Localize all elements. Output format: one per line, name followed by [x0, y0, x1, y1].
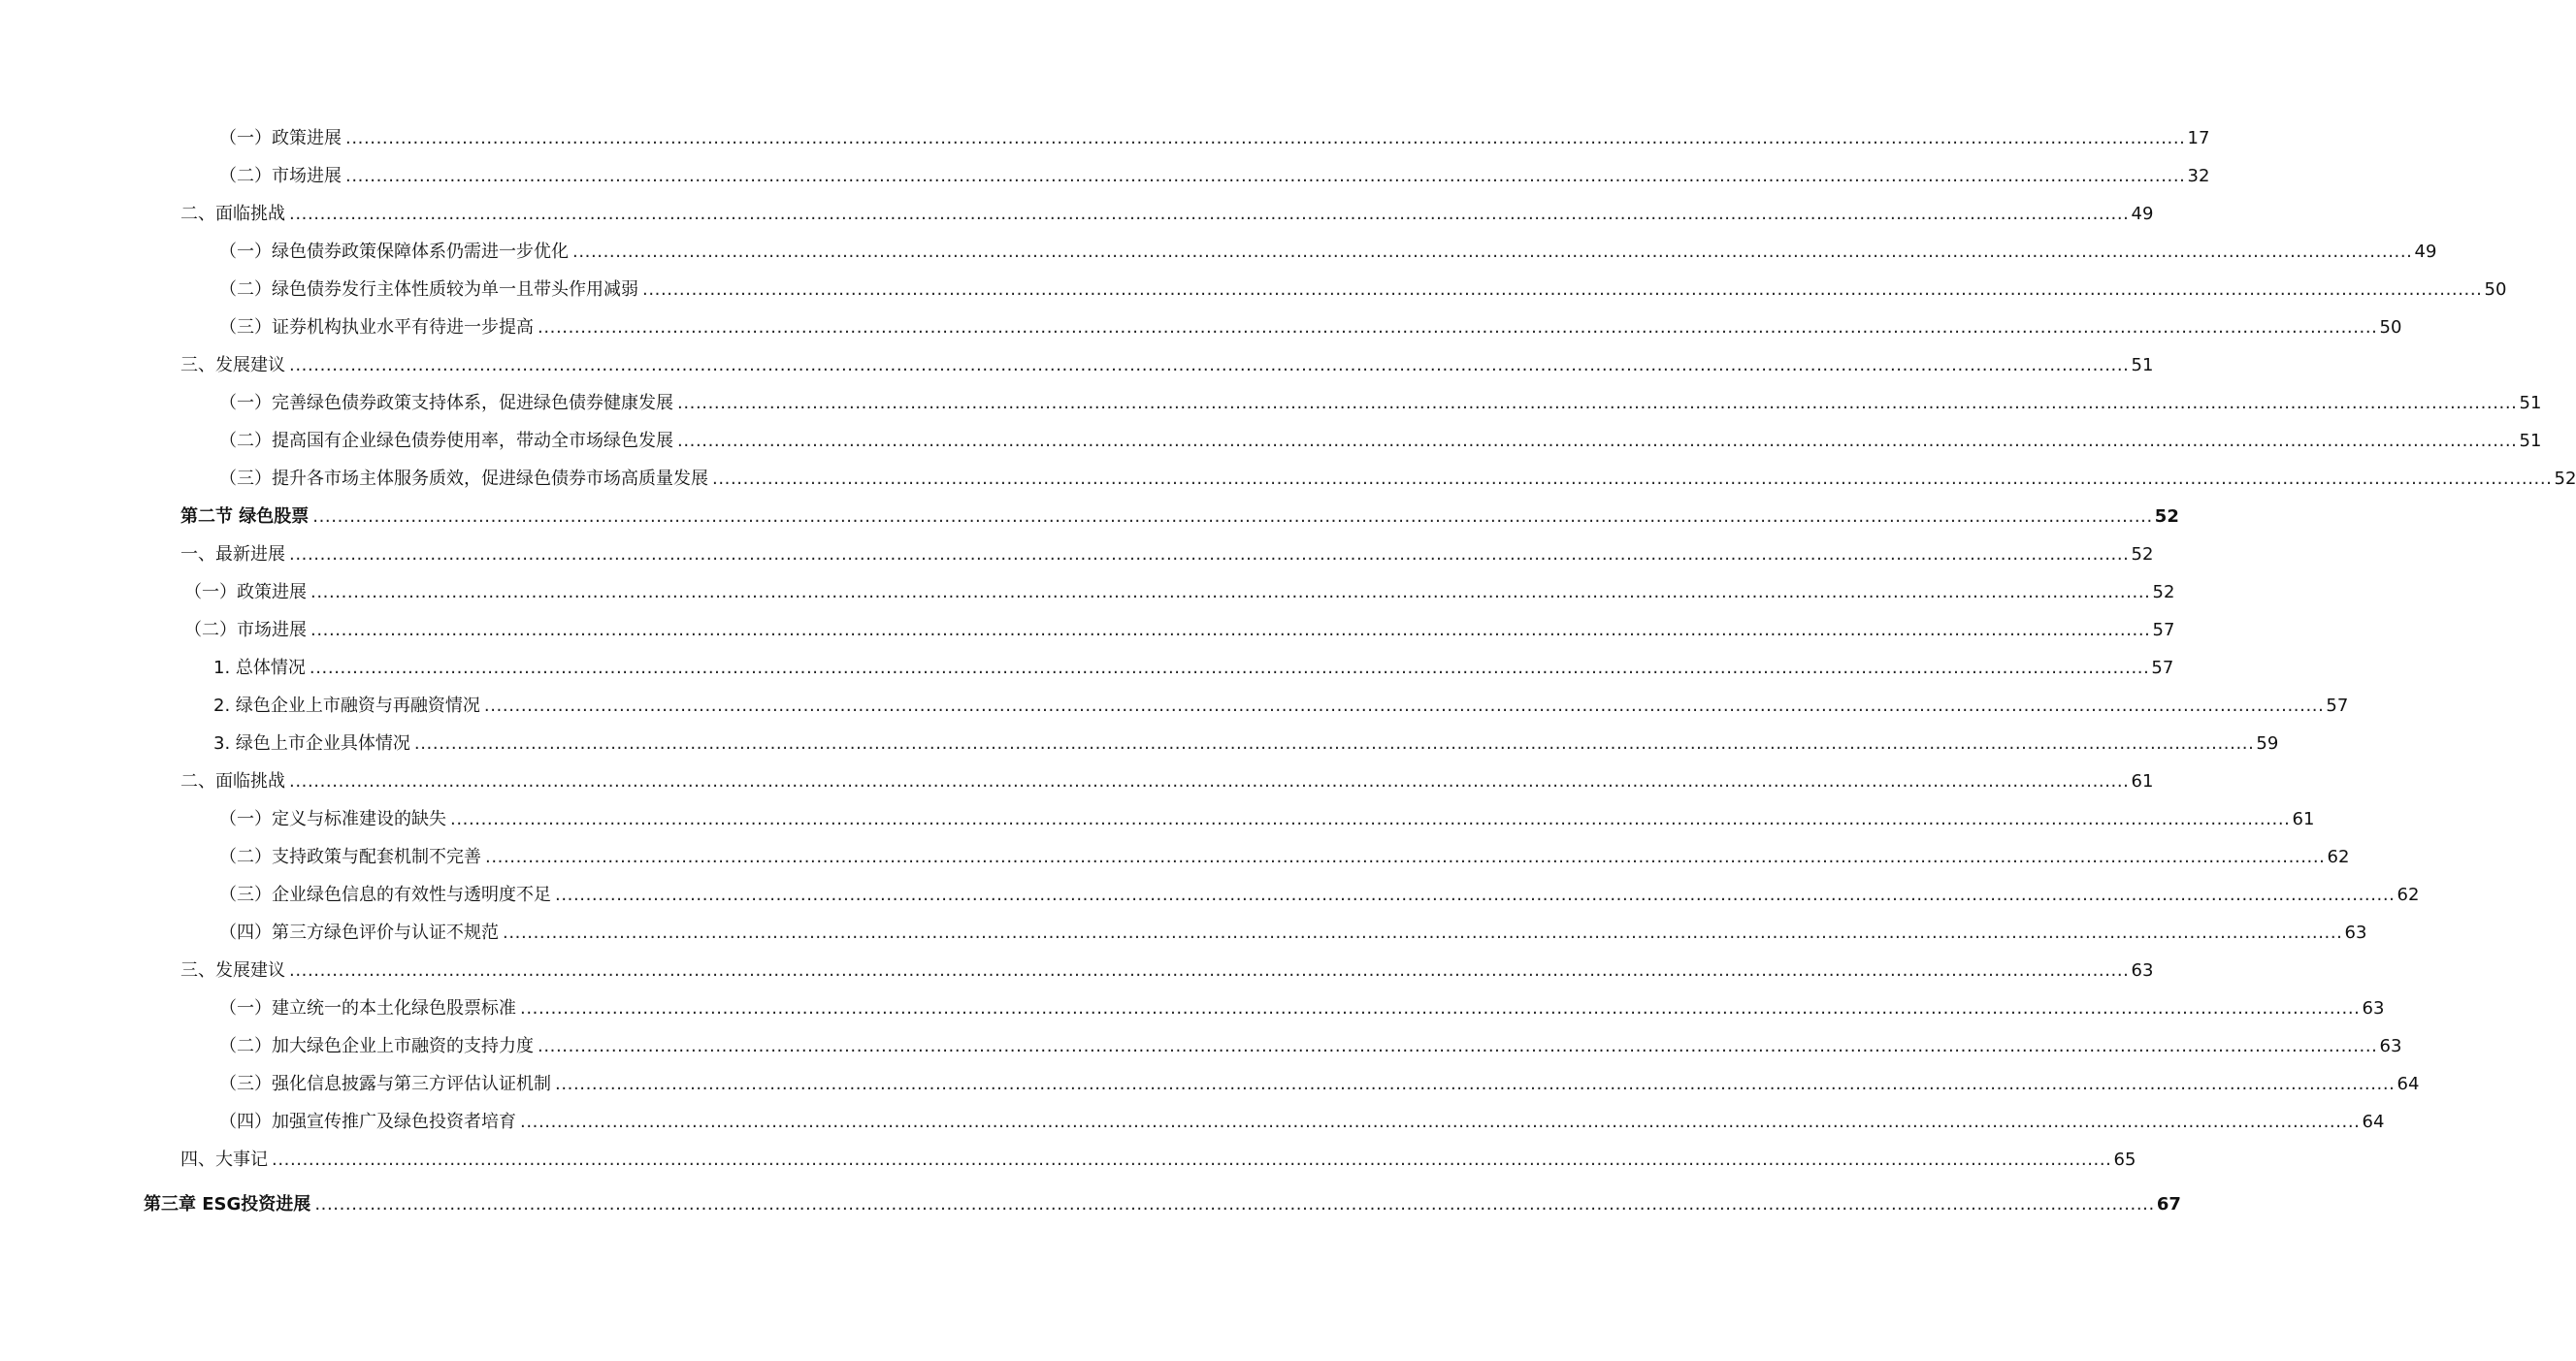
dot-leader: ............................................................................................................................................................................................................................................................................................................: [310, 620, 2151, 640]
toc-entry-page-number: 32: [2187, 166, 2210, 186]
toc-entry[interactable]: [184, 574, 2175, 603]
toc-entry-title: 一、最新进展: [180, 544, 285, 565]
dot-leader: ............................................................................................................................................................................................................................................................................................................: [289, 355, 2130, 375]
toc-entry-page-number: 51: [2519, 393, 2542, 413]
toc-entry[interactable]: [213, 688, 2349, 717]
toc-entry-page-number: 49: [2414, 242, 2437, 262]
toc-entry-page-number: 49: [2131, 204, 2154, 224]
toc-entry-title: （一）定义与标准建设的缺失: [219, 809, 446, 829]
toc-entry[interactable]: [180, 196, 2154, 225]
toc-entry-page-number: 52: [2131, 544, 2154, 565]
dot-leader: ............................................................................................................................................................................................................................................................................................................: [289, 544, 2130, 565]
toc-entry-title: （四）第三方绿色评价与认证不规范: [219, 923, 499, 943]
dot-leader: ............................................................................................................................................................................................................................................................................................................: [572, 242, 2413, 262]
toc-entry[interactable]: [219, 158, 2210, 187]
toc-section-entry[interactable]: [180, 499, 2179, 528]
dot-leader: ............................................................................................................................................................................................................................................................................................................: [289, 960, 2130, 981]
dot-leader: ............................................................................................................................................................................................................................................................................................................: [345, 128, 2186, 148]
dot-leader: ............................................................................................................................................................................................................................................................................................................: [712, 469, 2553, 489]
toc-entry-page-number: 62: [2327, 847, 2350, 867]
toc-entry-page-number: 63: [2344, 923, 2367, 943]
toc-entry-page-number: 61: [2292, 809, 2315, 829]
dot-leader: ............................................................................................................................................................................................................................................................................................................: [555, 885, 2396, 905]
dot-leader: ............................................................................................................................................................................................................................................................................................................: [520, 998, 2361, 1019]
toc-entry[interactable]: [219, 461, 2576, 490]
dot-leader: ............................................................................................................................................................................................................................................................................................................: [677, 393, 2518, 413]
toc-entry-page-number: 64: [2397, 1074, 2420, 1094]
toc-entry-title: 3. 绿色上市企业具体情况: [213, 733, 410, 754]
dot-leader: ............................................................................................................................................................................................................................................................................................................: [642, 279, 2483, 300]
toc-entry-title: 1. 总体情况: [213, 658, 306, 678]
toc-entry-title: （一）完善绿色债券政策支持体系，促进绿色债券健康发展: [219, 393, 673, 413]
dot-leader: ............................................................................................................................................................................................................................................................................................................: [312, 506, 2153, 527]
dot-leader: ............................................................................................................................................................................................................................................................................................................: [413, 733, 2255, 754]
toc-entry-page-number: 51: [2131, 355, 2154, 375]
toc-entry-page-number: 51: [2519, 431, 2542, 451]
toc-entry-title: （一）政策进展: [184, 582, 307, 602]
dot-leader: ............................................................................................................................................................................................................................................................................................................: [272, 1150, 2112, 1170]
toc-entry-title: （二）绿色债券发行主体性质较为单一且带头作用减弱: [219, 279, 638, 300]
toc-entry-title: （二）市场进展: [219, 166, 342, 186]
dot-leader: ............................................................................................................................................................................................................................................................................................................: [503, 923, 2343, 943]
toc-entry-page-number: 64: [2362, 1112, 2385, 1132]
toc-entry-page-number: 67: [2156, 1194, 2181, 1215]
toc-chapter-entry[interactable]: [144, 1186, 2181, 1215]
toc-entry[interactable]: [213, 726, 2279, 755]
toc-entry-title: 二、面临挑战: [180, 204, 285, 224]
dot-leader: ............................................................................................................................................................................................................................................................................................................: [309, 658, 2150, 678]
toc-entry[interactable]: [219, 272, 2507, 301]
toc-entry-page-number: 62: [2397, 885, 2420, 905]
toc-entry-page-number: 17: [2187, 128, 2210, 148]
dot-leader: ............................................................................................................................................................................................................................................................................................................: [314, 1194, 2155, 1215]
toc-entry-page-number: 50: [2379, 317, 2402, 338]
toc-entry[interactable]: [219, 915, 2367, 944]
toc-entry[interactable]: [219, 1066, 2420, 1095]
dot-leader: ............................................................................................................................................................................................................................................................................................................: [538, 317, 2378, 338]
toc-entry-page-number: 61: [2131, 771, 2154, 792]
toc-entry-page-number: 63: [2131, 960, 2154, 981]
toc-entry-title: 三、发展建议: [180, 355, 285, 375]
toc-entry[interactable]: [219, 120, 2210, 149]
toc-entry-page-number: 63: [2362, 998, 2385, 1019]
toc-entry[interactable]: [184, 612, 2175, 641]
toc-entry[interactable]: [213, 650, 2174, 679]
toc-entry-title: （二）提高国有企业绿色债券使用率，带动全市场绿色发展: [219, 431, 673, 451]
toc-entry[interactable]: [219, 309, 2402, 339]
toc-entry[interactable]: [219, 385, 2542, 414]
toc-entry[interactable]: [219, 877, 2420, 906]
toc-entry-title: （四）加强宣传推广及绿色投资者培育: [219, 1112, 516, 1132]
toc-entry[interactable]: [219, 234, 2437, 263]
dot-leader: ............................................................................................................................................................................................................................................................................................................: [538, 1036, 2378, 1056]
dot-leader: ............................................................................................................................................................................................................................................................................................................: [485, 847, 2326, 867]
toc-entry-page-number: 63: [2379, 1036, 2402, 1056]
toc-entry[interactable]: [180, 763, 2154, 793]
dot-leader: ............................................................................................................................................................................................................................................................................................................: [450, 809, 2291, 829]
toc-entry-page-number: 50: [2484, 279, 2507, 300]
toc-entry[interactable]: [219, 1104, 2385, 1133]
toc-entry-title: （一）政策进展: [219, 128, 342, 148]
toc-entry-title: 2. 绿色企业上市融资与再融资情况: [213, 696, 480, 716]
toc-entry-title: （一）绿色债券政策保障体系仍需进一步优化: [219, 242, 569, 262]
toc-entry-title: 三、发展建议: [180, 960, 285, 981]
dot-leader: ............................................................................................................................................................................................................................................................................................................: [483, 696, 2325, 716]
toc-entry-title: （三）强化信息披露与第三方评估认证机制: [219, 1074, 551, 1094]
toc-entry[interactable]: [219, 839, 2350, 868]
toc-entry-title: （一）建立统一的本土化绿色股票标准: [219, 998, 516, 1019]
dot-leader: ............................................................................................................................................................................................................................................................................................................: [310, 582, 2151, 602]
toc-entry-title: （三）证券机构执业水平有待进一步提高: [219, 317, 534, 338]
toc-entry-title: （二）支持政策与配套机制不完善: [219, 847, 481, 867]
toc-entry-page-number: 57: [2152, 620, 2175, 640]
toc-entry-page-number: 57: [2151, 658, 2174, 678]
toc-entry-title: 第二节 绿色股票: [180, 506, 310, 527]
toc-entry-page-number: 59: [2256, 733, 2279, 754]
toc-entry-title: （三）提升各市场主体服务质效，促进绿色债券市场高质量发展: [219, 469, 708, 489]
toc-entry[interactable]: [180, 953, 2154, 982]
dot-leader: ............................................................................................................................................................................................................................................................................................................: [677, 431, 2518, 451]
toc-entry-title: （三）企业绿色信息的有效性与透明度不足: [219, 885, 551, 905]
toc-entry[interactable]: [219, 423, 2542, 452]
toc-entry-page-number: 52: [2154, 506, 2179, 527]
toc-entry[interactable]: [219, 801, 2315, 830]
toc-entry-title: 四、大事记: [180, 1150, 268, 1170]
toc-entry-page-number: 65: [2113, 1150, 2136, 1170]
toc-entry[interactable]: [219, 1028, 2402, 1057]
toc-entry-page-number: 52: [2554, 469, 2576, 489]
dot-leader: ............................................................................................................................................................................................................................................................................................................: [289, 771, 2130, 792]
toc-entry-page-number: 57: [2326, 696, 2349, 716]
dot-leader: ............................................................................................................................................................................................................................................................................................................: [345, 166, 2186, 186]
dot-leader: ............................................................................................................................................................................................................................................................................................................: [555, 1074, 2396, 1094]
toc-entry[interactable]: [180, 536, 2154, 566]
toc-entry-page-number: 52: [2152, 582, 2175, 602]
toc-entry[interactable]: [219, 990, 2385, 1020]
toc-entry-title: 第三章 ESG投资进展: [144, 1194, 311, 1215]
dot-leader: ............................................................................................................................................................................................................................................................................................................: [520, 1112, 2361, 1132]
toc-entry[interactable]: [180, 347, 2154, 376]
dot-leader: ............................................................................................................................................................................................................................................................................................................: [289, 204, 2130, 224]
toc-entry-title: （二）加大绿色企业上市融资的支持力度: [219, 1036, 534, 1056]
toc-entry-title: 二、面临挑战: [180, 771, 285, 792]
toc-entry-title: （二）市场进展: [184, 620, 307, 640]
toc-entry[interactable]: [180, 1142, 2136, 1171]
